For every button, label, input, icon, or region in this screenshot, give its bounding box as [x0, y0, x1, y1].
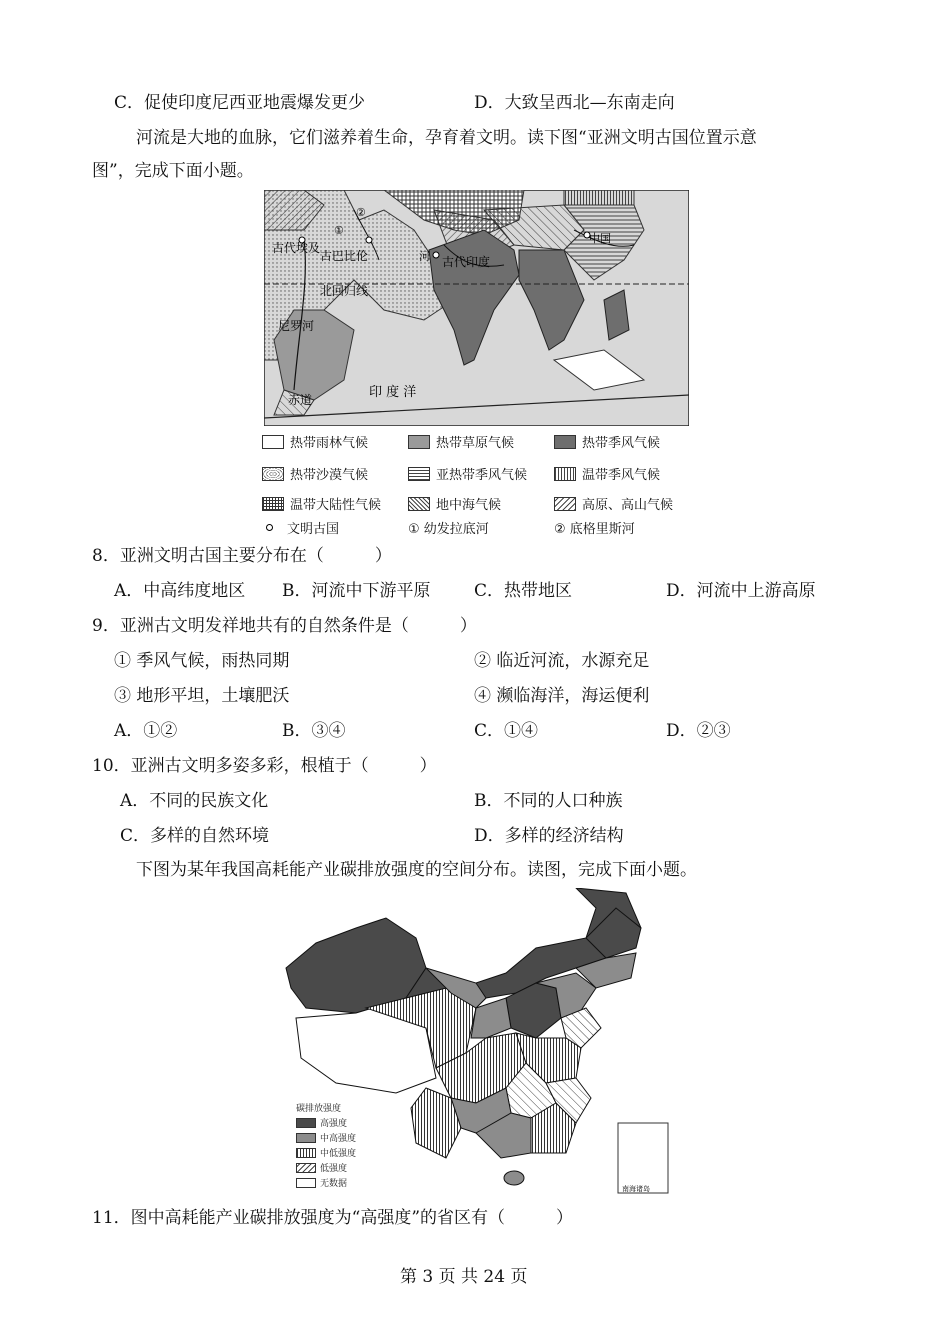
legend-item: 热带草原气候 [408, 432, 514, 451]
label-tropic-of-cancer: 北回归线 [320, 284, 369, 298]
civilization-dot [433, 252, 439, 258]
civilization-dot [366, 237, 372, 243]
legend-item: 高原、高山气候 [554, 494, 673, 513]
legend-item: 亚热带季风气候 [408, 464, 527, 483]
q7-option-c: C．促使印度尼西亚地震爆发更少 [114, 93, 366, 113]
legend-title: 碳排放强度 [296, 1104, 342, 1114]
label-euphrates-num: ① [334, 224, 344, 237]
q8-option-c: C．热带地区 [474, 581, 573, 601]
label-china: 中国 [589, 232, 611, 245]
label-river: 河 [419, 250, 430, 263]
q10-stem: 10．亚洲古文明多姿多彩，根植于（ ） [92, 756, 437, 776]
legend-item: 温带季风气候 [554, 464, 660, 483]
legend-item: 低强度 [296, 1160, 406, 1175]
q10-option-d: D．多样的经济结构 [474, 826, 624, 846]
q8-stem: 8．亚洲文明古国主要分布在（ ） [92, 546, 392, 566]
legend-item: 温带大陆性气候 [262, 494, 381, 513]
label-indian-ocean: 印 度 洋 [369, 385, 417, 400]
q10-option-b: B．不同的人口种族 [474, 791, 623, 811]
q8-option-d: D．河流中上游高原 [666, 581, 816, 601]
q9-stem: 9．亚洲古文明发祥地共有的自然条件是（ ） [92, 616, 477, 636]
legend-item: 无数据 [296, 1175, 406, 1190]
label-tigris-num: ② [356, 206, 366, 219]
q10-option-a: A．不同的民族文化 [120, 791, 269, 811]
map1-legend [262, 432, 702, 540]
intro1-line1: 河流是大地的血脉，它们滋养着生命，孕育着文明。读下图“亚洲文明古国位置示意 [136, 128, 757, 148]
map2-legend [296, 1100, 406, 1192]
label-nile: 尼罗河 [278, 319, 315, 333]
label-equator: 赤道 [288, 393, 313, 407]
q9-statement-1: ① 季风气候，雨热同期 [114, 651, 290, 671]
legend-item: ① 幼发拉底河 [408, 522, 489, 537]
intro1-line2: 图”，完成下面小题。 [92, 161, 254, 181]
label-gudai-aiji: 古代埃及 [272, 241, 321, 255]
legend-item: 热带雨林气候 [262, 432, 368, 451]
q9-statement-4: ④ 濒临海洋，海运便利 [474, 686, 650, 706]
legend-item: ② 底格里斯河 [554, 522, 635, 537]
q9-statement-3: ③ 地形平坦，土壤肥沃 [114, 686, 290, 706]
asia-civilization-map [264, 190, 689, 426]
legend-item: 文明古国 [266, 518, 339, 537]
legend-item: 热带沙漠气候 [262, 464, 368, 483]
label-ancient-india: 古代印度 [442, 255, 491, 269]
label-gubabilun: 古巴比伦 [320, 249, 369, 263]
q9-statement-2: ② 临近河流，水源充足 [474, 651, 650, 671]
q8-option-a: A．中高纬度地区 [114, 581, 246, 601]
page-footer: 第 3 页 共 24 页 [400, 1267, 528, 1287]
intro2: 下图为某年我国高耗能产业碳排放强度的空间分布。读图，完成下面小题。 [136, 860, 697, 880]
legend-item: 地中海气候 [408, 494, 501, 513]
inset-label: 南海诸岛 [622, 1185, 650, 1193]
q9-option-a: A．①② [114, 721, 178, 741]
q7-option-d: D．大致呈西北—东南走向 [474, 93, 675, 113]
q9-option-c: C．①④ [474, 721, 539, 741]
legend-item: 中低强度 [296, 1145, 406, 1160]
legend-item: 热带季风气候 [554, 432, 660, 451]
q8-option-b: B．河流中下游平原 [282, 581, 431, 601]
q9-option-b: B．③④ [282, 721, 346, 741]
legend-item: 中高强度 [296, 1130, 406, 1145]
q10-option-c: C．多样的自然环境 [120, 826, 270, 846]
q9-option-d: D．②③ [666, 721, 731, 741]
legend-item: 高强度 [296, 1115, 406, 1130]
q11-stem: 11．图中高耗能产业碳排放强度为“高强度”的省区有（ ） [92, 1208, 574, 1228]
